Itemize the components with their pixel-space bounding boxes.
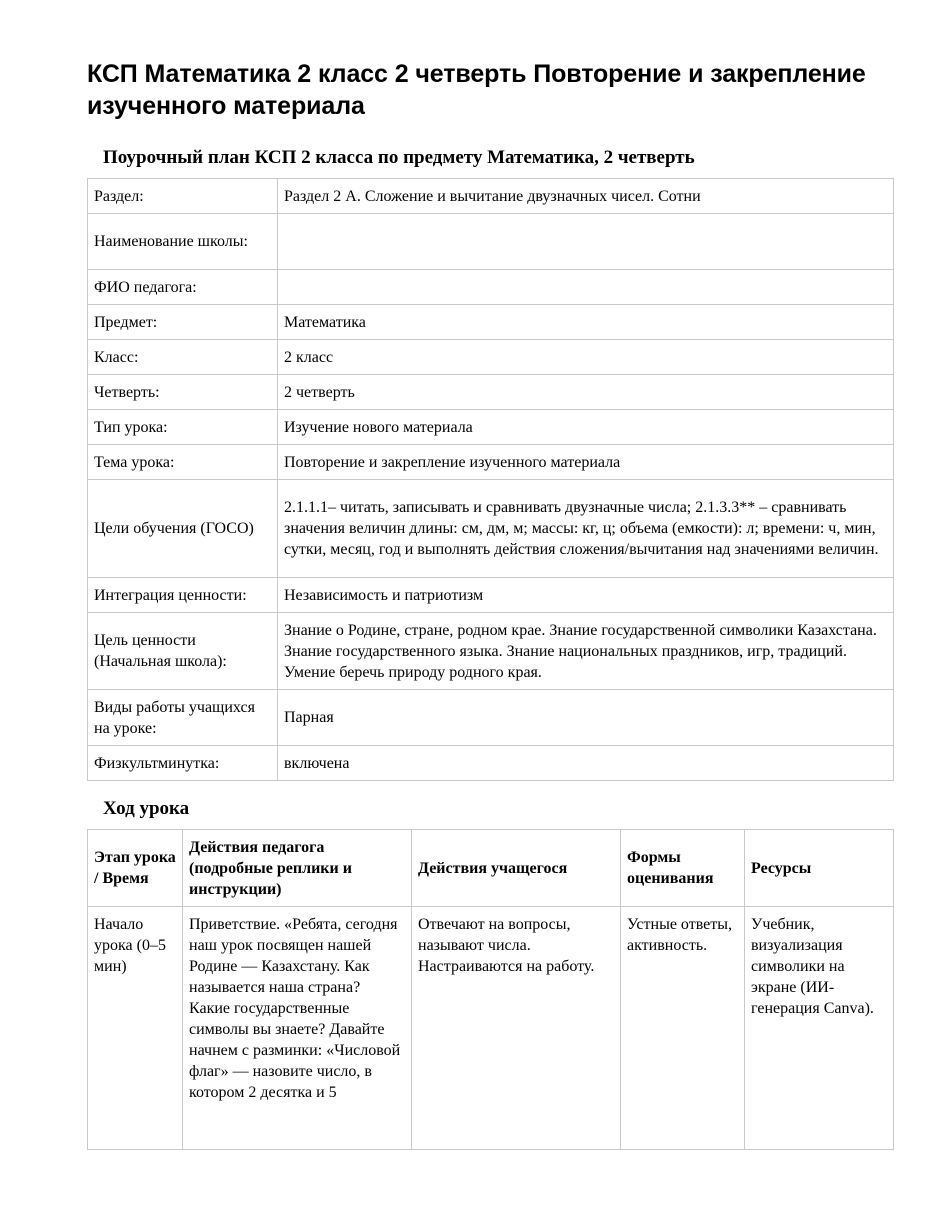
info-key: Раздел: [88,179,278,214]
info-value: включена [278,746,894,781]
info-row [88,480,894,578]
info-value: Парная [278,690,894,746]
info-key: Класс: [88,340,278,375]
info-row [88,690,894,746]
info-key: Цели обучения (ГОСО) [88,480,278,578]
info-value: Изучение нового материала [278,410,894,445]
info-value: Раздел 2 А. Сложение и вычитание двузначных чисел. Сотни [278,179,894,214]
info-row [88,410,894,445]
document-page [87,58,893,1150]
flow-cell: Учебник, визуализация символики на экране (ИИ-генерация Canva). [745,907,894,1150]
info-key: ФИО педагога: [88,270,278,305]
info-key: Четверть: [88,375,278,410]
flow-row [88,907,894,1150]
info-row [88,613,894,690]
info-key: Тип урока: [88,410,278,445]
plan-heading: Поурочный план КСП 2 класса по предмету Математика, 2 четверть [103,147,695,168]
flow-column-header: Действия педагога (подробные реплики и инструкции) [183,830,412,907]
info-value: 2.1.1.1– читать, записывать и сравнивать двузначные числа; 2.1.3.3** – сравнивать значения величин длины: см, дм, м; массы: кг, ц; объема (емкости): л; времени: ч, мин, сутки, месяц, год и выполнять действия сложения/вычитания над значениями величин. [278,480,894,578]
document-title: КСП Математика 2 класс 2 четверть Повторение и закрепление изученного материала [87,60,866,120]
flow-column-header: Формы оценивания [621,830,745,907]
info-value: 2 четверть [278,375,894,410]
lesson-info-table [87,178,894,781]
info-key: Тема урока: [88,445,278,480]
info-key: Физкультминутка: [88,746,278,781]
info-row [88,305,894,340]
flow-heading: Ход урока [103,798,190,819]
flow-header-row [88,830,894,907]
info-key: Интеграция ценности: [88,578,278,613]
info-row [88,214,894,270]
info-value: Повторение и закрепление изученного материала [278,445,894,480]
flow-column-header: Действия учащегося [412,830,621,907]
info-key: Виды работы учащихся на уроке: [88,690,278,746]
flow-cell: Приветствие. «Ребята, сегодня наш урок посвящен нашей Родине — Казахстану. Как называется наша страна? Какие государственные символы вы знаете? Давайте начнем с разминки: «Числовой флаг» — назовите число, в котором 2 десятка и 5 [183,907,412,1150]
info-key: Наименование школы: [88,214,278,270]
info-value: 2 класс [278,340,894,375]
info-row [88,375,894,410]
info-row [88,340,894,375]
info-value: Знание о Родине, стране, родном крае. Знание государственной символики Казахстана. Знание государственного языка. Знание национальных праздников, игр, традиций. Умение беречь природу родного края. [278,613,894,690]
info-value [278,270,894,305]
info-row [88,445,894,480]
flow-column-header: Этап урока / Время [88,830,183,907]
info-row [88,270,894,305]
info-row [88,746,894,781]
flow-cell: Начало урока (0–5 мин) [88,907,183,1150]
info-value [278,214,894,270]
flow-cell: Отвечают на вопросы, называют числа. Настраиваются на работу. [412,907,621,1150]
info-value: Математика [278,305,894,340]
info-value: Независимость и патриотизм [278,578,894,613]
info-row [88,179,894,214]
info-row [88,578,894,613]
flow-column-header: Ресурсы [745,830,894,907]
info-key: Предмет: [88,305,278,340]
info-key: Цель ценности (Начальная школа): [88,613,278,690]
lesson-flow-table [87,829,894,1150]
flow-cell: Устные ответы, активность. [621,907,745,1150]
